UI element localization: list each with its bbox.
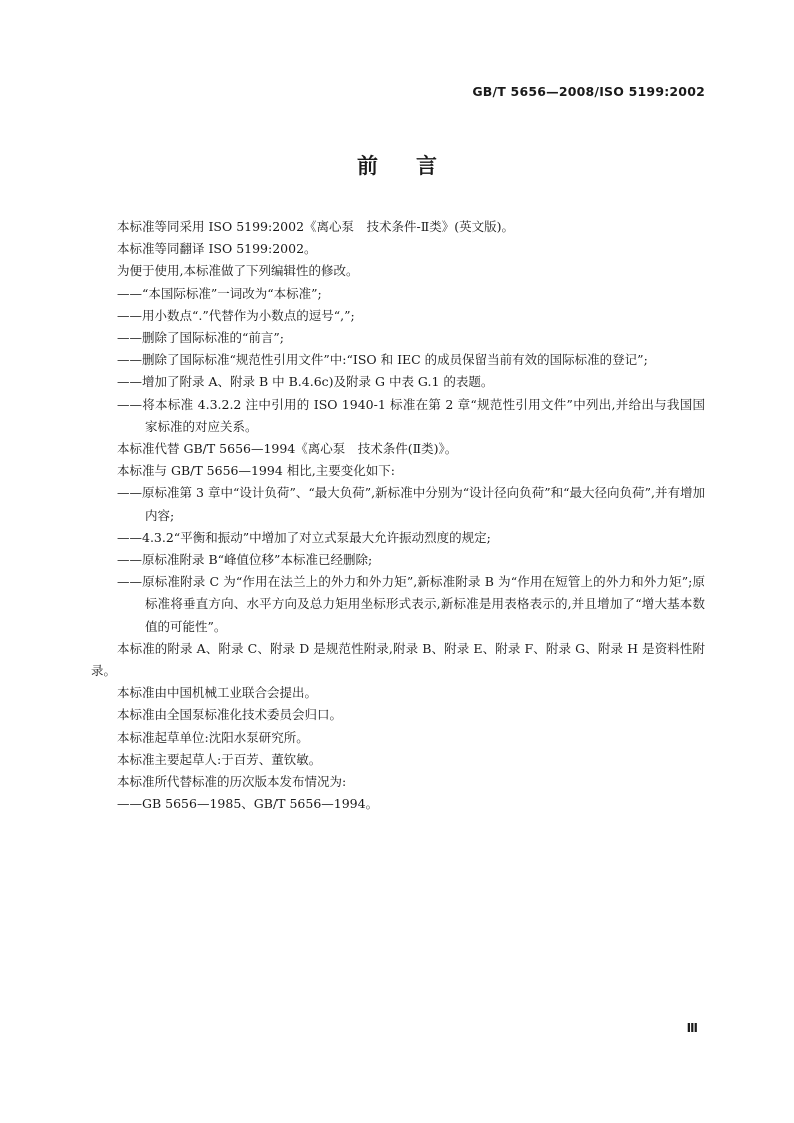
paragraph-proposed-by: 本标准由中国机械工业联合会提出。: [117, 685, 318, 701]
paragraph-annexes: 本标准的附录 A、附录 C、附录 D 是规范性附录,附录 B、附录 E、附录 F、附录 G、附录 H 是资料性附录。: [91, 640, 705, 679]
list-item-change-2: ——4.3.2“平衡和振动”中增加了对立式泵最大允许振动烈度的规定;: [117, 529, 491, 545]
paragraph-adoption: 本标准等同采用 ISO 5199:2002《离心泵 技术条件-Ⅱ类》(英文版)。: [117, 219, 515, 234]
list-item-editorial-3: ——删除了国际标准的“前言”;: [117, 330, 284, 346]
paragraph-changes-intro: 本标准与 GB/T 5656—1994 相比,主要变化如下:: [117, 463, 395, 479]
paragraph-editorial-intro: 为便于使用,本标准做了下列编辑性的修改。: [117, 263, 359, 279]
paragraph-drafters: 本标准主要起草人:于百芳、董钦敏。: [117, 751, 322, 767]
paragraph-translation: 本标准等同翻译 ISO 5199:2002。: [117, 241, 317, 257]
standard-number: GB/T 5656—2008/ISO 5199:2002: [472, 84, 705, 99]
paragraph-drafting-unit: 本标准起草单位:沈阳水泵研究所。: [117, 729, 309, 745]
list-item-editorial-6: ——将本标准 4.3.2.2 注中引用的 ISO 1940-1 标准在第 2 章“规范性引用文件”中列出,并给出与我国国家标准的对应关系。: [117, 396, 705, 434]
paragraph-replaces: 本标准代替 GB/T 5656—1994《离心泵 技术条件(Ⅱ类)》。: [117, 441, 458, 457]
page-title: 前言: [357, 154, 475, 178]
list-item-editorial-5: ——增加了附录 A、附录 B 中 B.4.6c)及附录 G 中表 G.1 的表题。: [117, 374, 494, 390]
list-item-change-4: ——原标准附录 C 为“作用在法兰上的外力和外力矩”,新标准附录 B 为“作用在短管上的外力和外力矩”;原标准将垂直方向、水平方向及总力矩用坐标形式表示,新标准是用表格表示的,并且增加了“增大基本数值的可能性”。: [117, 574, 705, 634]
list-item-change-1: ——原标准第 3 章中“设计负荷”、“最大负荷”,新标准中分别为“设计径向负荷”和“最大径向负荷”,并有增加内容;: [117, 485, 705, 523]
page-number: Ⅲ: [686, 1021, 698, 1035]
list-item-editorial-1: ——“本国际标准”一词改为“本标准”;: [117, 285, 322, 301]
list-item-change-3: ——原标准附录 B“峰值位移”本标准已经删除;: [117, 552, 373, 568]
document-body: [91, 216, 705, 815]
list-item-history: ——GB 5656—1985、GB/T 5656—1994。: [117, 796, 379, 812]
list-item-editorial-4: ——删除了国际标准“规范性引用文件”中:“ISO 和 IEC 的成员保留当前有效的国际标准的登记”;: [117, 352, 648, 368]
paragraph-centralized-by: 本标准由全国泵标准化技术委员会归口。: [117, 707, 343, 723]
list-item-editorial-2: ——用小数点“.”代替作为小数点的逗号“,”;: [117, 307, 355, 323]
paragraph-history-intro: 本标准所代替标准的历次版本发布情况为:: [117, 774, 347, 790]
